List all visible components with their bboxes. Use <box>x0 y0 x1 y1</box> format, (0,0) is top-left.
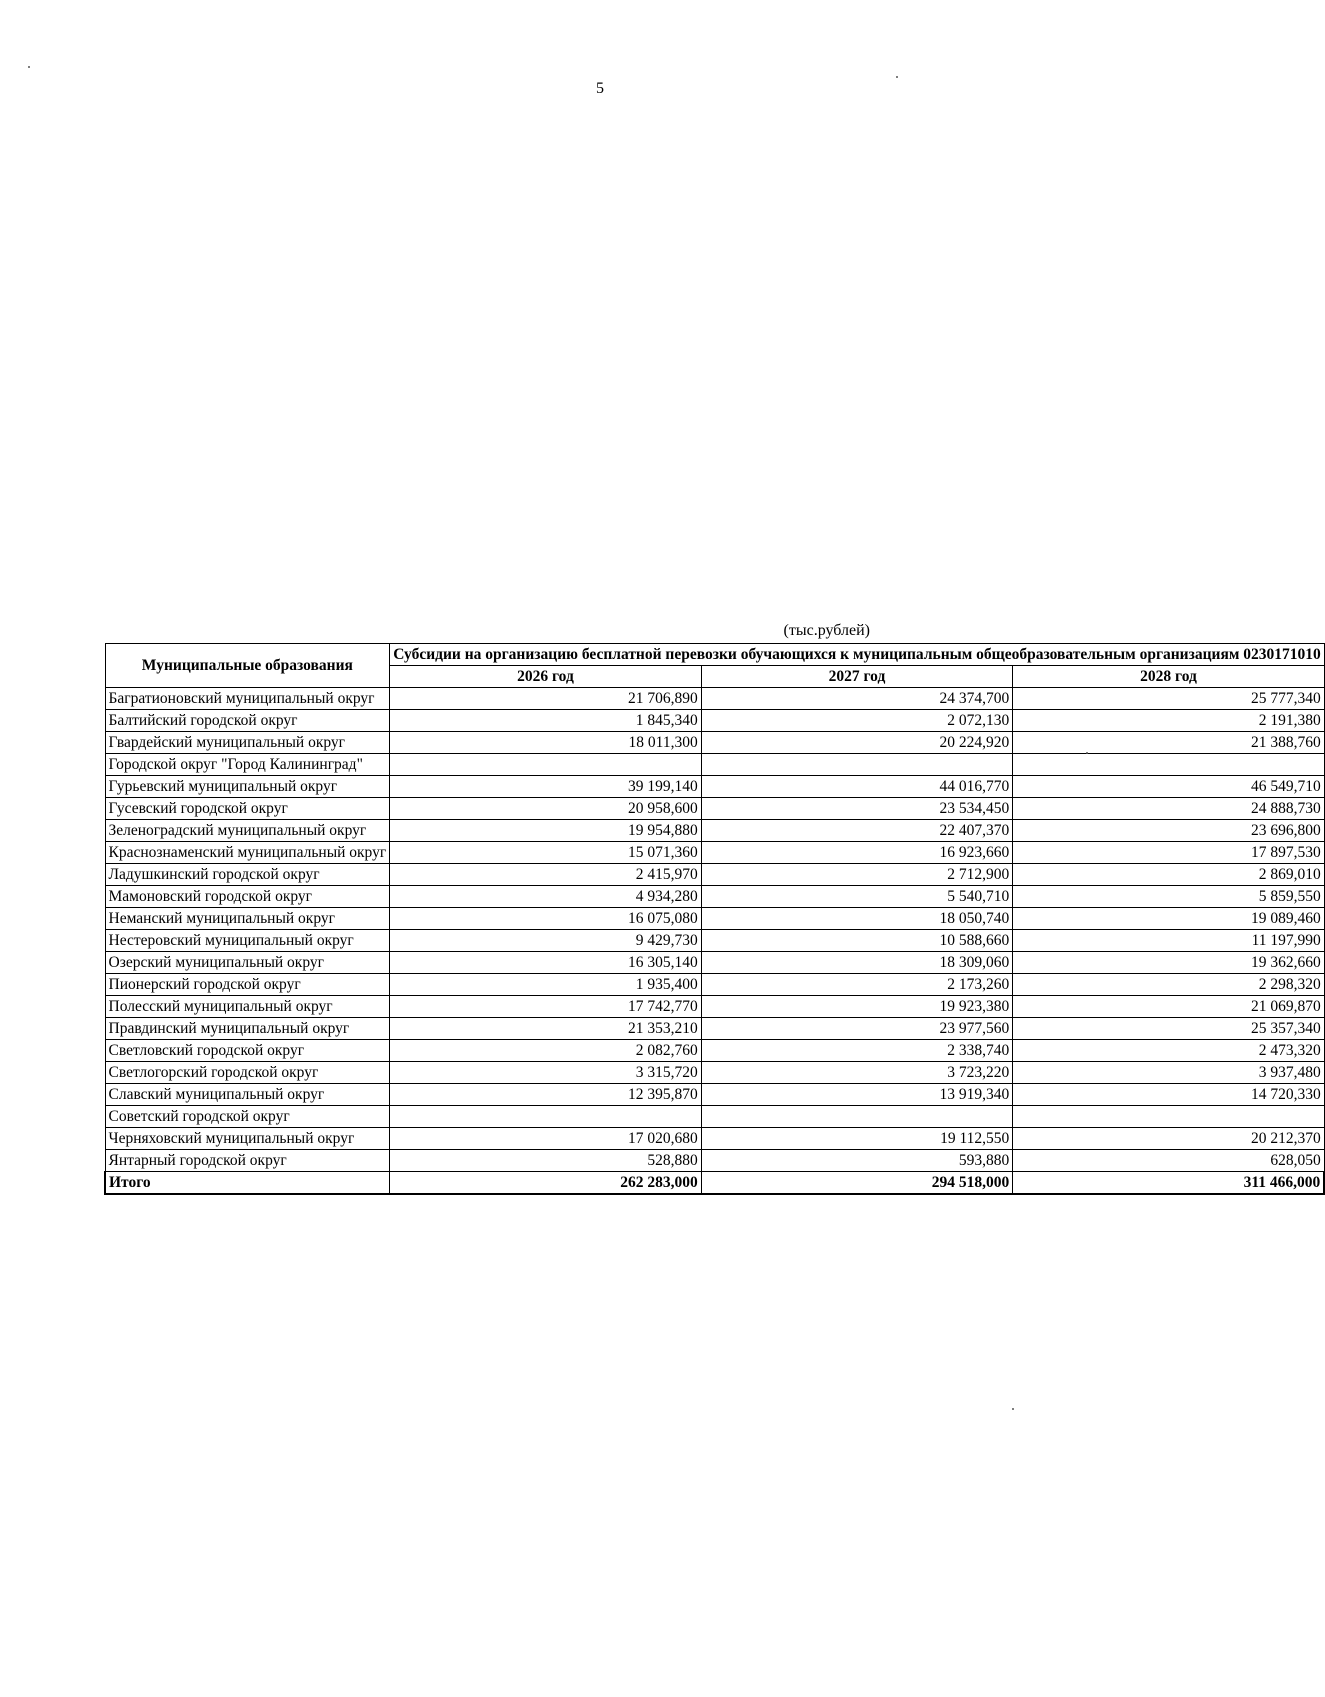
row-value-2027: 10 588,660 <box>701 930 1013 952</box>
table-row <box>105 996 1324 1018</box>
scan-speck <box>1086 752 1088 754</box>
row-value-2026: 9 429,730 <box>390 930 702 952</box>
row-value-2027 <box>701 754 1013 776</box>
row-value-2027: 2 173,260 <box>701 974 1013 996</box>
row-value-2026: 17 020,680 <box>390 1128 702 1150</box>
row-value-2028: 24 888,730 <box>1013 798 1325 820</box>
table-row <box>105 1062 1324 1084</box>
row-value-2028: 2 191,380 <box>1013 710 1325 732</box>
total-label: Итого <box>105 1172 390 1195</box>
page-number: 5 <box>596 80 604 97</box>
row-value-2027: 18 050,740 <box>701 908 1013 930</box>
row-value-2026: 21 706,890 <box>390 688 702 710</box>
header-year-2026: 2026 год <box>390 666 702 688</box>
row-value-2026: 20 958,600 <box>390 798 702 820</box>
row-value-2027: 23 534,450 <box>701 798 1013 820</box>
row-name: Багратионовский муниципальный округ <box>105 688 390 710</box>
row-name: Янтарный городской округ <box>105 1150 390 1172</box>
row-value-2027: 24 374,700 <box>701 688 1013 710</box>
row-value-2026: 528,880 <box>390 1150 702 1172</box>
row-name: Светловский городской округ <box>105 1040 390 1062</box>
subsidy-table <box>104 643 1325 1195</box>
row-name: Славский муниципальный округ <box>105 1084 390 1106</box>
table-row <box>105 798 1324 820</box>
row-value-2026: 3 315,720 <box>390 1062 702 1084</box>
row-value-2028: 25 357,340 <box>1013 1018 1325 1040</box>
row-value-2028: 23 696,800 <box>1013 820 1325 842</box>
row-value-2028: 2 298,320 <box>1013 974 1325 996</box>
table-row <box>105 1128 1324 1150</box>
row-value-2028: 628,050 <box>1013 1150 1325 1172</box>
row-name: Пионерский городской округ <box>105 974 390 996</box>
row-name: Краснознаменский муниципальный округ <box>105 842 390 864</box>
scan-speck <box>28 66 30 68</box>
total-2028: 311 466,000 <box>1013 1172 1325 1195</box>
row-value-2028: 21 069,870 <box>1013 996 1325 1018</box>
table-row <box>105 864 1324 886</box>
row-name: Озерский муниципальный округ <box>105 952 390 974</box>
row-value-2028: 19 362,660 <box>1013 952 1325 974</box>
row-name: Черняховский муниципальный округ <box>105 1128 390 1150</box>
header-year-2027: 2027 год <box>701 666 1013 688</box>
row-value-2028: 46 549,710 <box>1013 776 1325 798</box>
table-row <box>105 710 1324 732</box>
row-value-2028: 5 859,550 <box>1013 886 1325 908</box>
table-row <box>105 886 1324 908</box>
scan-speck <box>1012 1408 1014 1410</box>
row-name: Полесский муниципальный округ <box>105 996 390 1018</box>
row-name: Гусевский городской округ <box>105 798 390 820</box>
table-row <box>105 820 1324 842</box>
row-value-2028 <box>1013 754 1325 776</box>
table-row <box>105 754 1324 776</box>
table-row <box>105 1018 1324 1040</box>
row-value-2027: 2 338,740 <box>701 1040 1013 1062</box>
row-value-2028: 11 197,990 <box>1013 930 1325 952</box>
row-value-2028: 3 937,480 <box>1013 1062 1325 1084</box>
table-row <box>105 974 1324 996</box>
table-row <box>105 952 1324 974</box>
scan-speck <box>896 76 898 78</box>
units-label: (тыс.рублей) <box>783 622 870 639</box>
table-row <box>105 908 1324 930</box>
row-value-2027: 44 016,770 <box>701 776 1013 798</box>
table-row <box>105 842 1324 864</box>
row-value-2026: 18 011,300 <box>390 732 702 754</box>
row-value-2027: 20 224,920 <box>701 732 1013 754</box>
row-value-2027 <box>701 1106 1013 1128</box>
header-subsidy: Субсидии на организацию бесплатной перевозки обучающихся к муниципальным общеобразовательным организациям 0230171010 <box>390 644 1325 666</box>
header-year-2028: 2028 год <box>1013 666 1325 688</box>
row-value-2026: 39 199,140 <box>390 776 702 798</box>
row-value-2027: 22 407,370 <box>701 820 1013 842</box>
row-value-2027: 19 112,550 <box>701 1128 1013 1150</box>
row-name: Светлогорский городской округ <box>105 1062 390 1084</box>
row-value-2026 <box>390 1106 702 1128</box>
row-value-2027: 3 723,220 <box>701 1062 1013 1084</box>
total-2026: 262 283,000 <box>390 1172 702 1195</box>
row-value-2028 <box>1013 1106 1325 1128</box>
row-name: Балтийский городской округ <box>105 710 390 732</box>
row-name: Неманский муниципальный округ <box>105 908 390 930</box>
row-name: Мамоновский городской округ <box>105 886 390 908</box>
row-value-2027: 18 309,060 <box>701 952 1013 974</box>
row-name: Гвардейский муниципальный округ <box>105 732 390 754</box>
row-name: Ладушкинский городской округ <box>105 864 390 886</box>
table-row <box>105 930 1324 952</box>
row-value-2028: 17 897,530 <box>1013 842 1325 864</box>
row-value-2026: 19 954,880 <box>390 820 702 842</box>
row-value-2027: 23 977,560 <box>701 1018 1013 1040</box>
row-value-2026: 12 395,870 <box>390 1084 702 1106</box>
row-name: Нестеровский муниципальный округ <box>105 930 390 952</box>
total-row <box>105 1172 1324 1195</box>
row-value-2027: 19 923,380 <box>701 996 1013 1018</box>
table-row <box>105 1040 1324 1062</box>
row-value-2026: 21 353,210 <box>390 1018 702 1040</box>
total-2027: 294 518,000 <box>701 1172 1013 1195</box>
table-row <box>105 1150 1324 1172</box>
row-value-2026: 17 742,770 <box>390 996 702 1018</box>
row-value-2026: 4 934,280 <box>390 886 702 908</box>
row-name: Правдинский муниципальный округ <box>105 1018 390 1040</box>
row-value-2028: 19 089,460 <box>1013 908 1325 930</box>
row-value-2028: 21 388,760 <box>1013 732 1325 754</box>
row-value-2028: 20 212,370 <box>1013 1128 1325 1150</box>
row-value-2026: 16 075,080 <box>390 908 702 930</box>
row-value-2027: 2 712,900 <box>701 864 1013 886</box>
row-value-2026 <box>390 754 702 776</box>
row-name: Зеленоградский муниципальный округ <box>105 820 390 842</box>
row-value-2026: 1 935,400 <box>390 974 702 996</box>
row-value-2028: 2 473,320 <box>1013 1040 1325 1062</box>
table-row <box>105 776 1324 798</box>
table-row <box>105 1084 1324 1106</box>
table-row <box>105 1106 1324 1128</box>
row-value-2027: 2 072,130 <box>701 710 1013 732</box>
row-value-2026: 2 415,970 <box>390 864 702 886</box>
row-value-2028: 14 720,330 <box>1013 1084 1325 1106</box>
table-row <box>105 688 1324 710</box>
row-name: Гурьевский муниципальный округ <box>105 776 390 798</box>
row-value-2026: 16 305,140 <box>390 952 702 974</box>
row-value-2026: 1 845,340 <box>390 710 702 732</box>
row-value-2027: 5 540,710 <box>701 886 1013 908</box>
row-name: Городской округ "Город Калининград" <box>105 754 390 776</box>
row-name: Советский городской округ <box>105 1106 390 1128</box>
row-value-2028: 25 777,340 <box>1013 688 1325 710</box>
row-value-2027: 593,880 <box>701 1150 1013 1172</box>
table-row <box>105 732 1324 754</box>
row-value-2026: 2 082,760 <box>390 1040 702 1062</box>
row-value-2027: 13 919,340 <box>701 1084 1013 1106</box>
row-value-2028: 2 869,010 <box>1013 864 1325 886</box>
row-value-2027: 16 923,660 <box>701 842 1013 864</box>
header-municipalities: Муниципальные образования <box>105 644 390 688</box>
row-value-2026: 15 071,360 <box>390 842 702 864</box>
